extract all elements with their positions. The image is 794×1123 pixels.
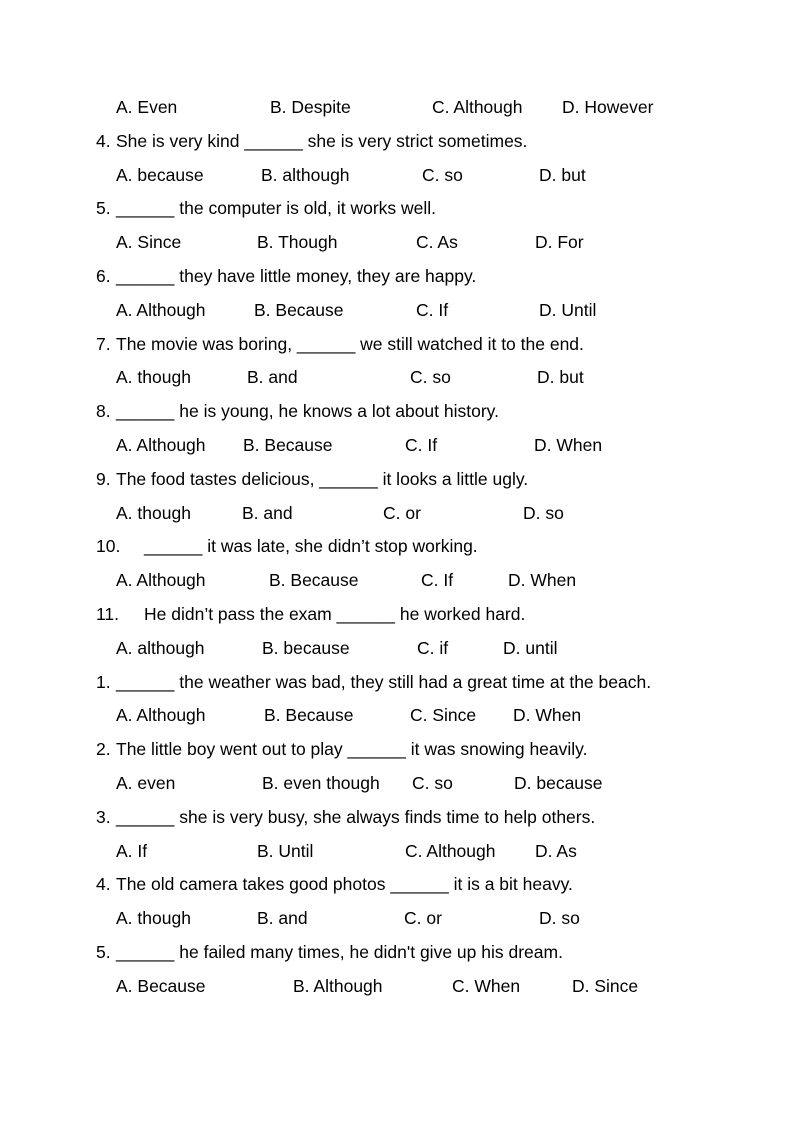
question-line <box>96 873 573 895</box>
question-text: ______ he failed many times, he didn't give up his dream. <box>116 942 563 962</box>
option-b: B. Because <box>269 570 359 591</box>
option-a: A. although <box>116 637 205 658</box>
option-a: A. even <box>116 773 176 793</box>
question-line <box>96 197 436 219</box>
option-d: D. When <box>513 705 582 726</box>
question-number: 1. <box>96 671 111 692</box>
option-a: A. Although <box>116 435 206 455</box>
question-text: The old camera takes good photos ______ it is a bit heavy. <box>116 874 573 895</box>
option-a: A. Although <box>116 705 206 726</box>
option-d: D. because <box>514 773 603 793</box>
option-d: D. so <box>523 502 564 523</box>
option-d: D. However <box>562 97 654 117</box>
option-c: C. If <box>405 435 438 455</box>
option-a: A. Although <box>116 299 206 320</box>
question-line <box>96 603 525 625</box>
option-b: B. Because <box>264 705 354 726</box>
option-b: B. Because <box>254 299 344 320</box>
option-d: D. When <box>508 570 577 591</box>
question-number: 2. <box>96 739 111 760</box>
option-d: D. Until <box>539 299 597 320</box>
question-line <box>96 535 478 557</box>
option-c: C. If <box>421 570 454 591</box>
question-number: 6. <box>96 266 111 286</box>
option-c: C. Although <box>432 97 523 117</box>
option-a: A. Because <box>116 975 206 996</box>
question-line <box>96 130 527 152</box>
option-a: A. If <box>116 840 148 861</box>
option-d: D. so <box>539 908 580 929</box>
option-b: B. Until <box>257 840 314 861</box>
question-line <box>96 941 563 963</box>
option-a: A. Although <box>116 570 206 591</box>
option-a: A. Since <box>116 232 182 253</box>
question-text: ______ she is very busy, she always finds time to help others. <box>116 806 596 827</box>
option-c: C. If <box>416 299 449 320</box>
question-text: She is very kind ______ she is very strict sometimes. <box>116 130 528 151</box>
option-d: D. until <box>503 637 558 658</box>
question-text: The food tastes delicious, ______ it looks a little ugly. <box>116 468 529 489</box>
question-text: ______ he is young, he knows a lot about history. <box>116 401 499 422</box>
question-number: 3. <box>96 806 111 827</box>
question-number: 5. <box>96 198 111 219</box>
question-line <box>96 806 595 828</box>
question-line <box>96 265 476 287</box>
option-a: A. though <box>116 502 191 523</box>
question-text: The movie was boring, ______ we still watched it to the end. <box>116 333 584 354</box>
option-a: A. because <box>116 164 204 185</box>
option-b: B. Although <box>293 975 383 996</box>
question-number: 8. <box>96 401 111 422</box>
option-c: C. When <box>452 975 521 996</box>
option-a: A. Even <box>116 97 178 117</box>
question-line <box>96 671 651 693</box>
question-text: ______ they have little money, they are happy. <box>116 266 477 286</box>
option-d: D. When <box>534 435 603 455</box>
option-c: C. so <box>412 773 453 793</box>
question-text: He didn’t pass the exam ______ he worked hard. <box>144 604 526 624</box>
option-c: C. Although <box>405 840 496 861</box>
option-c: C. As <box>416 232 458 253</box>
option-b: B. even though <box>262 773 380 793</box>
question-number: 4. <box>96 130 111 151</box>
option-d: D. but <box>539 164 586 185</box>
option-c: C. if <box>417 637 449 658</box>
question-text: ______ it was late, she didn’t stop working. <box>144 536 478 557</box>
option-d: D. As <box>535 840 577 861</box>
option-c: C. so <box>422 164 463 185</box>
question-text: ______ the computer is old, it works well. <box>116 198 437 219</box>
question-line <box>96 468 528 490</box>
option-d: D. Since <box>572 975 639 996</box>
question-line <box>96 738 587 760</box>
question-number: 10. <box>96 536 121 557</box>
question-number: 11. <box>96 604 120 624</box>
option-c: C. so <box>410 367 451 388</box>
option-b: B. Though <box>257 232 338 253</box>
question-line <box>96 400 499 422</box>
option-b: B. and <box>247 367 298 388</box>
option-b: B. and <box>257 908 308 929</box>
question-number: 9. <box>96 468 111 489</box>
option-c: C. Since <box>410 705 477 726</box>
question-line <box>96 333 584 355</box>
option-b: B. and <box>242 502 293 523</box>
option-a: A. though <box>116 367 191 388</box>
option-b: B. Because <box>243 435 333 455</box>
option-b: B. because <box>262 637 350 658</box>
question-text: The little boy went out to play ______ it was snowing heavily. <box>116 739 588 760</box>
option-d: D. For <box>535 232 584 253</box>
question-text: ______ the weather was bad, they still had a great time at the beach. <box>116 671 652 692</box>
option-c: C. or <box>404 908 442 929</box>
option-b: B. Despite <box>270 97 351 117</box>
option-a: A. though <box>116 908 191 929</box>
option-b: B. although <box>261 164 350 185</box>
option-d: D. but <box>537 367 584 388</box>
question-number: 5. <box>96 942 111 962</box>
question-number: 7. <box>96 333 111 354</box>
question-number: 4. <box>96 874 111 895</box>
option-c: C. or <box>383 502 421 523</box>
